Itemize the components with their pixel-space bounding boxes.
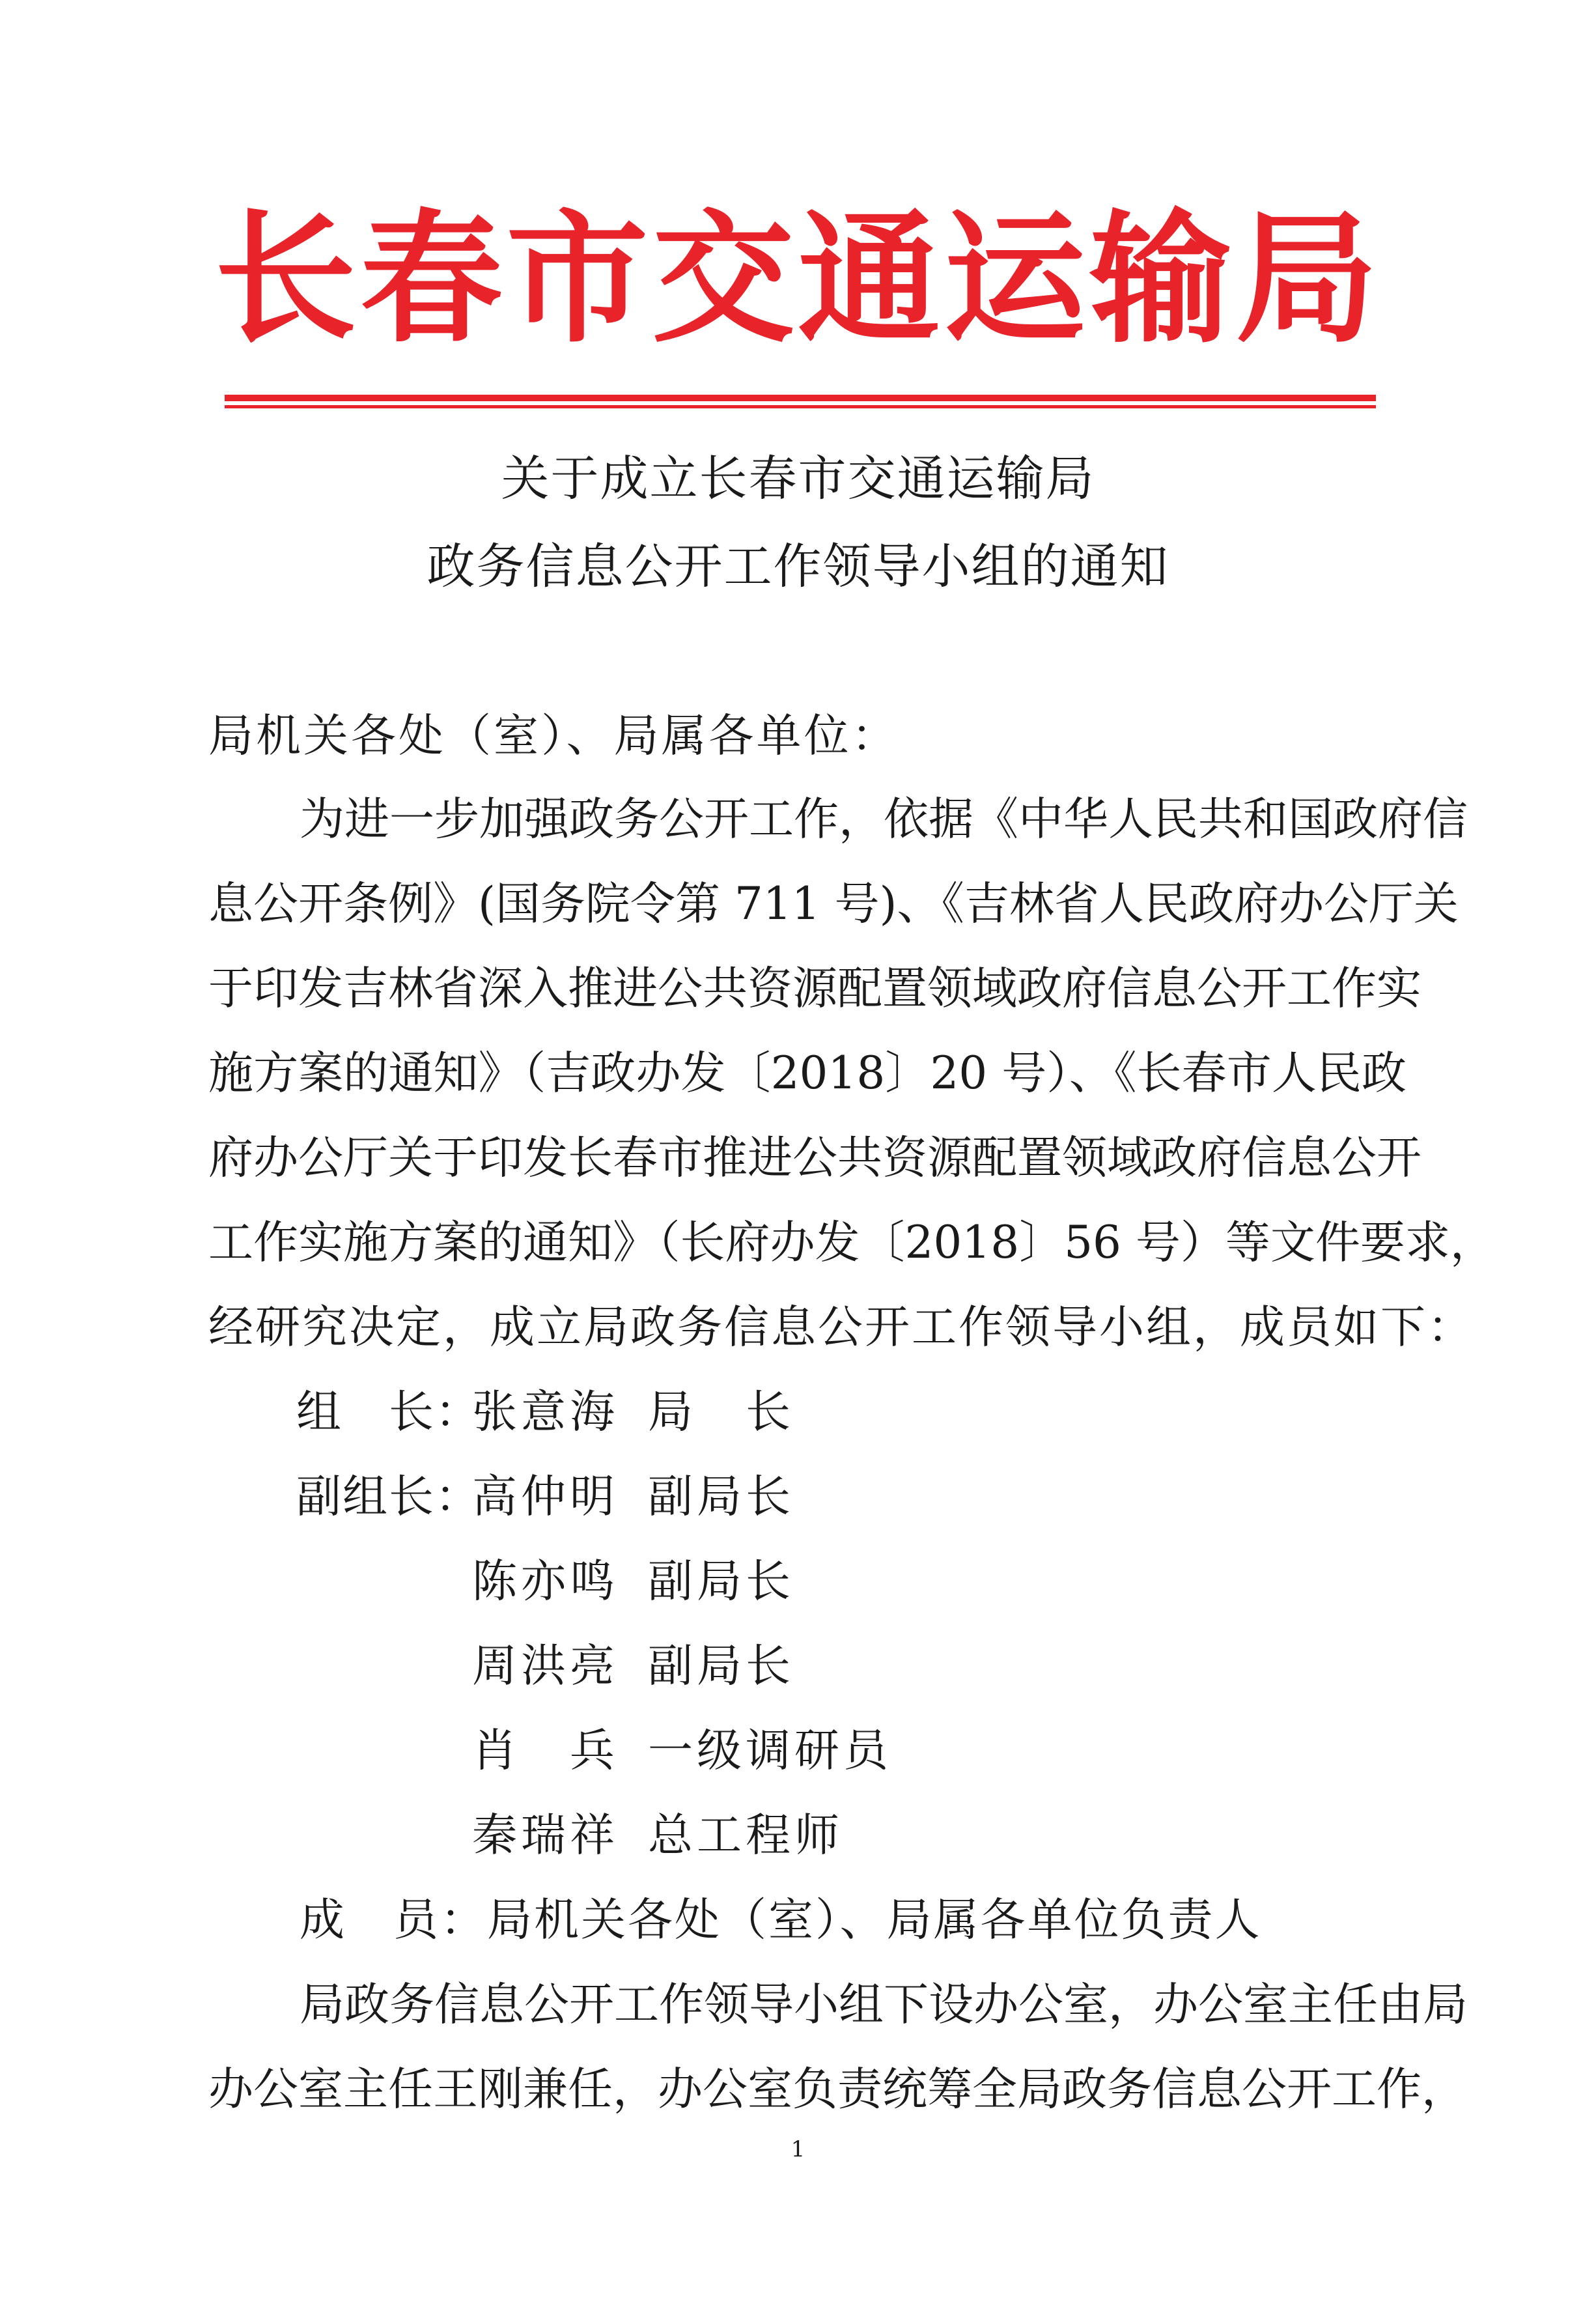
body-line: 工作实施方案的通知》（长府办发〔2018〕56 号）等文件要求， [208,1217,1495,1269]
body-line: 经研究决定，成立局政务信息公开工作领导小组，成员如下： [208,1301,1474,1353]
body-line: 于印发吉林省深入推进公共资源配置领域政府信息公开工作实 [208,963,1421,1015]
body-line: 府办公厅关于印发长春市推进公共资源配置领域政府信息公开 [208,1132,1421,1184]
document-title-line-2: 政务信息公开工作领导小组的通知 [427,539,1169,595]
page-number: 1 [791,2136,805,2162]
addressee: 局机关各处（室）、局属各单位： [208,710,899,762]
member-role: 副组长： [296,1471,481,1523]
document-title-line-1: 关于成立长春市交通运输局 [501,451,1095,507]
member-title: 一级调研员 [648,1725,892,1777]
member-name: 肖 兵 [472,1725,619,1777]
office-line: 办公室主任王刚兼任，办公室负责统筹全局政务信息公开工作， [208,2063,1466,2115]
member-role: 组 长： [296,1386,481,1438]
body-line: 息公开条例》(国务院令第 711 号)、《吉林省人民政府办公厅关 [208,878,1459,930]
member-name: 秦瑞祥 [472,1809,619,1861]
member-title: 总工程师 [648,1809,843,1861]
member-title: 副局长 [648,1640,794,1692]
office-line: 局政务信息公开工作领导小组下设办公室，办公室主任由局 [300,1979,1468,2031]
member-name: 周洪亮 [472,1640,619,1692]
member-name: 高仲明 [472,1471,619,1523]
member-name: 陈亦鸣 [472,1555,619,1607]
members-line: 成 员：局机关各处（室）、局属各单位负责人 [300,1894,1262,1946]
body-line: 施方案的通知》（吉政办发〔2018〕20 号）、《长春市人民政 [208,1047,1407,1099]
member-title: 副局长 [648,1471,794,1523]
member-title: 副局长 [648,1555,794,1607]
masthead-rule-thin [225,405,1376,408]
member-name: 张意海 [472,1386,619,1438]
member-title: 局 长 [648,1386,794,1438]
body-line: 为进一步加强政务公开工作，依据《中华人民共和国政府信 [300,793,1468,845]
issuing-authority-masthead: 长春市交通运输局 [214,197,1382,362]
masthead-rule-thick [225,395,1376,401]
